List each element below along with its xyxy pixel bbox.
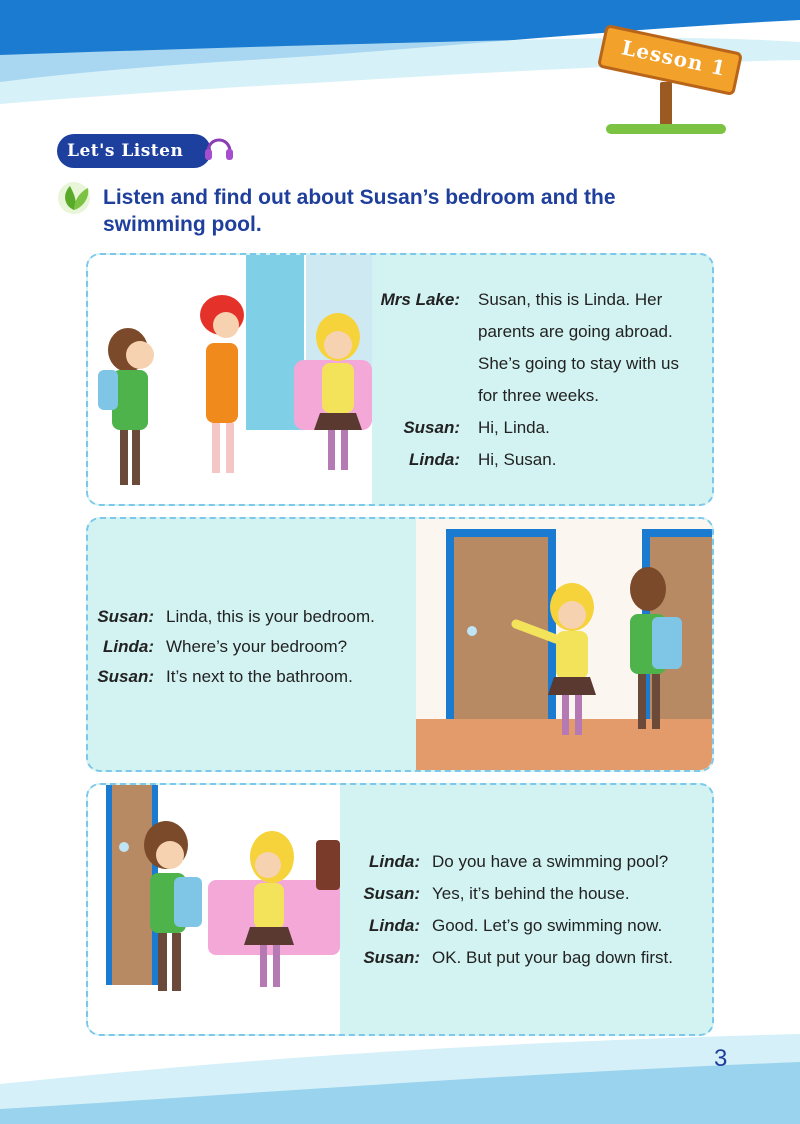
line-text: Hi, Linda. (478, 418, 550, 437)
line-text: for three weeks. (478, 386, 599, 405)
speaker-label: Linda: (409, 450, 460, 469)
speaker-label: Linda: (369, 852, 420, 871)
line-text: Do you have a swimming pool? (432, 852, 669, 871)
lesson-label: Lesson 1 (619, 35, 729, 81)
illustration-bedroom (416, 519, 714, 772)
illustration-swimming-pool (88, 785, 340, 1036)
line-text: parents are going abroad. (478, 322, 673, 341)
line-text: It’s next to the bathroom. (166, 667, 353, 686)
speaker-label: Susan: (363, 884, 420, 903)
speaker-label: Mrs Lake: (380, 290, 460, 309)
leaf-icon (56, 180, 96, 216)
illustration-introduction (88, 255, 372, 506)
speaker-label: Susan: (363, 948, 420, 967)
headphones-icon (202, 130, 236, 164)
speaker-label: Susan: (97, 607, 154, 626)
line-text: Susan, this is Linda. Her (478, 290, 663, 309)
speaker-label: Susan: (97, 667, 154, 686)
line-text: OK. But put your bag down first. (432, 948, 673, 967)
footer-wave (0, 1004, 800, 1124)
line-text: Where’s your bedroom? (166, 637, 348, 656)
section-title: Let's Listen (67, 141, 184, 161)
section-badge (57, 134, 211, 168)
line-text: She’s going to stay with us (478, 354, 679, 373)
line-text: Yes, it’s behind the house. (432, 884, 630, 903)
page-number: 3 (714, 1045, 728, 1072)
line-text: Good. Let’s go swimming now. (432, 916, 663, 935)
lesson-signpost (592, 28, 757, 138)
line-text: Linda, this is your bedroom. (166, 607, 375, 626)
line-text: Hi, Susan. (478, 450, 557, 469)
speaker-label: Linda: (369, 916, 420, 935)
grass-strip (606, 124, 726, 134)
speaker-label: Linda: (103, 637, 154, 656)
instruction-text: Listen and find out about Susan’s bedroom and the swimming pool. (103, 186, 616, 236)
speaker-label: Susan: (403, 418, 460, 437)
